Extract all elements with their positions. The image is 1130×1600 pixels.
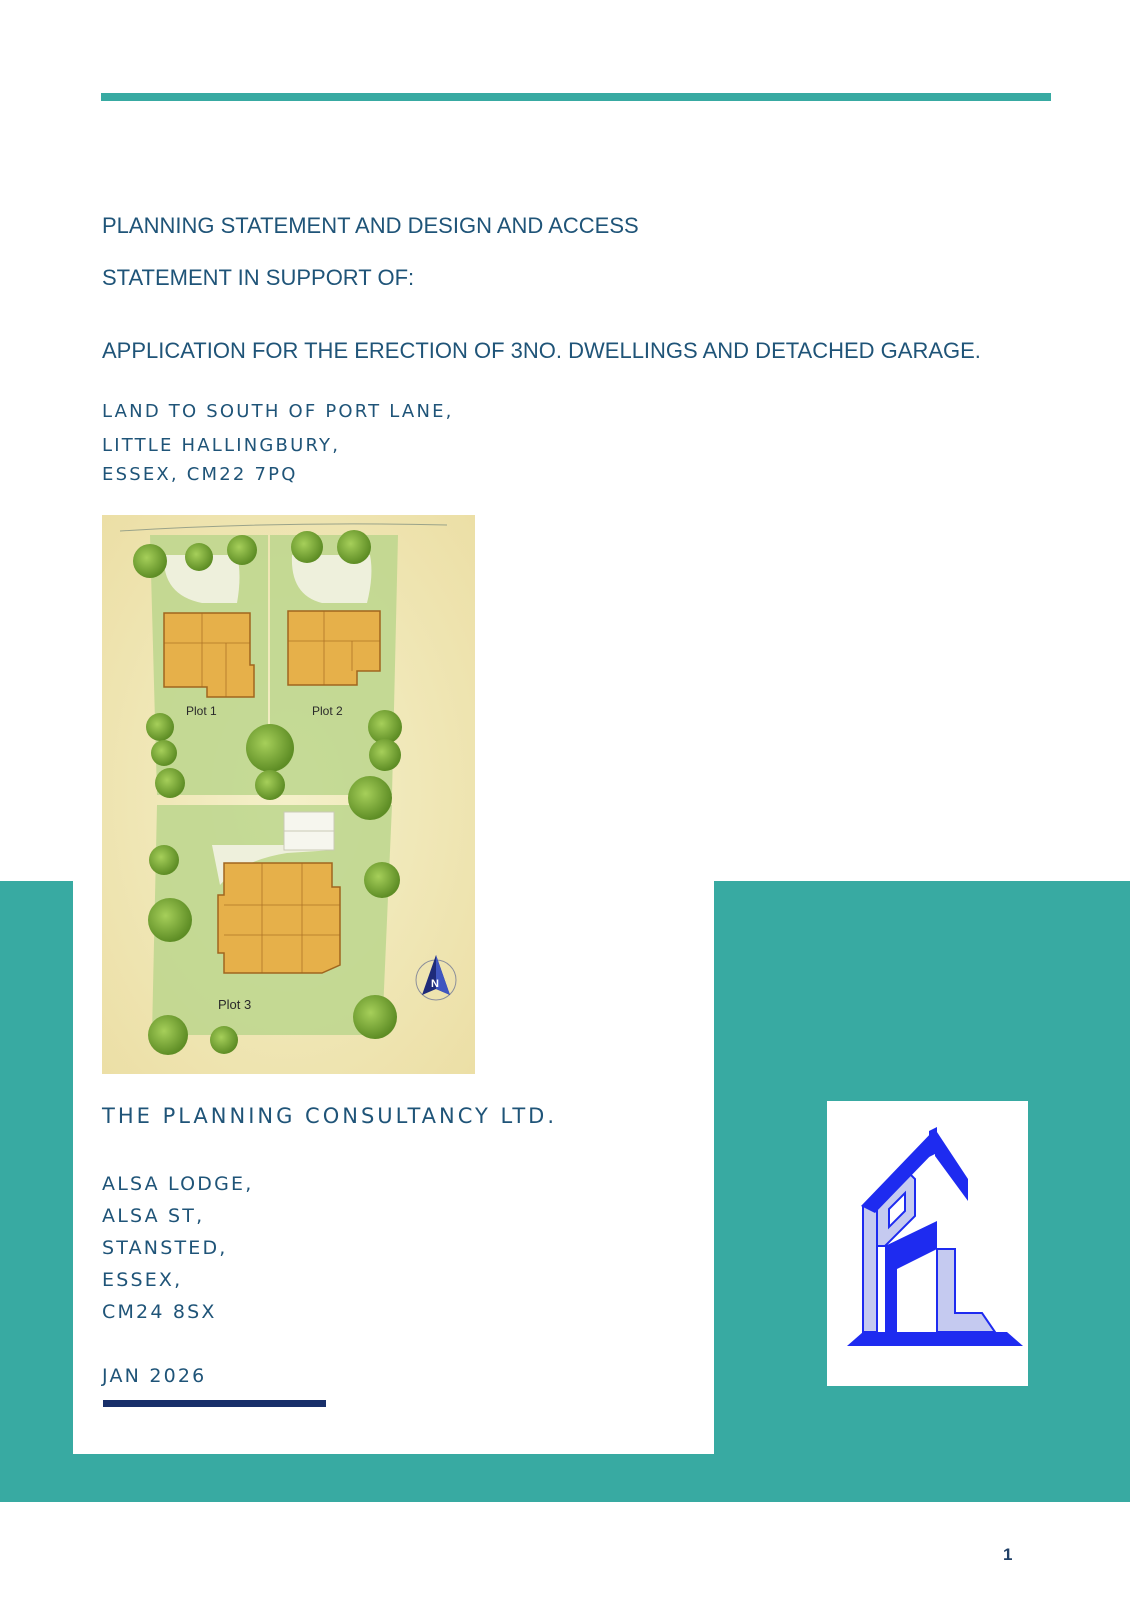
title-line-1: PLANNING STATEMENT AND DESIGN AND ACCESS xyxy=(102,213,639,238)
top-accent-rule xyxy=(101,93,1051,101)
site-address-line-3: ESSEX, CM22 7PQ xyxy=(102,464,298,485)
site-plan-image xyxy=(102,515,475,1074)
plot-3-label: Plot 3 xyxy=(218,997,252,1012)
site-address-line-2: LITTLE HALLINGBURY, xyxy=(102,435,341,456)
plot-1-label: Plot 1 xyxy=(186,704,217,718)
date-underline-rule xyxy=(103,1400,326,1407)
pcl-logo-icon xyxy=(827,1101,1028,1386)
page-number: 1 xyxy=(1003,1545,1013,1564)
title-line-2: STATEMENT IN SUPPORT OF: xyxy=(102,265,415,290)
document-date: JAN 2026 xyxy=(102,1365,207,1387)
consultancy-address-line-4: ESSEX, xyxy=(102,1269,183,1291)
consultancy-address-line-1: ALSA LODGE, xyxy=(102,1173,254,1195)
company-logo xyxy=(827,1101,1028,1386)
consultancy-name: THE PLANNING CONSULTANCY LTD. xyxy=(102,1104,558,1128)
site-address-line-1: LAND TO SOUTH OF PORT LANE, xyxy=(102,401,454,422)
title-line-3: APPLICATION FOR THE ERECTION OF 3NO. DWELLINGS AND DETACHED GARAGE. xyxy=(102,338,981,363)
consultancy-address-line-2: ALSA ST, xyxy=(102,1205,205,1227)
plot-2-label: Plot 2 xyxy=(312,704,343,718)
consultancy-address-line-3: STANSTED, xyxy=(102,1237,228,1259)
consultancy-address-line-5: CM24 8SX xyxy=(102,1301,217,1323)
north-label: N xyxy=(431,978,439,990)
